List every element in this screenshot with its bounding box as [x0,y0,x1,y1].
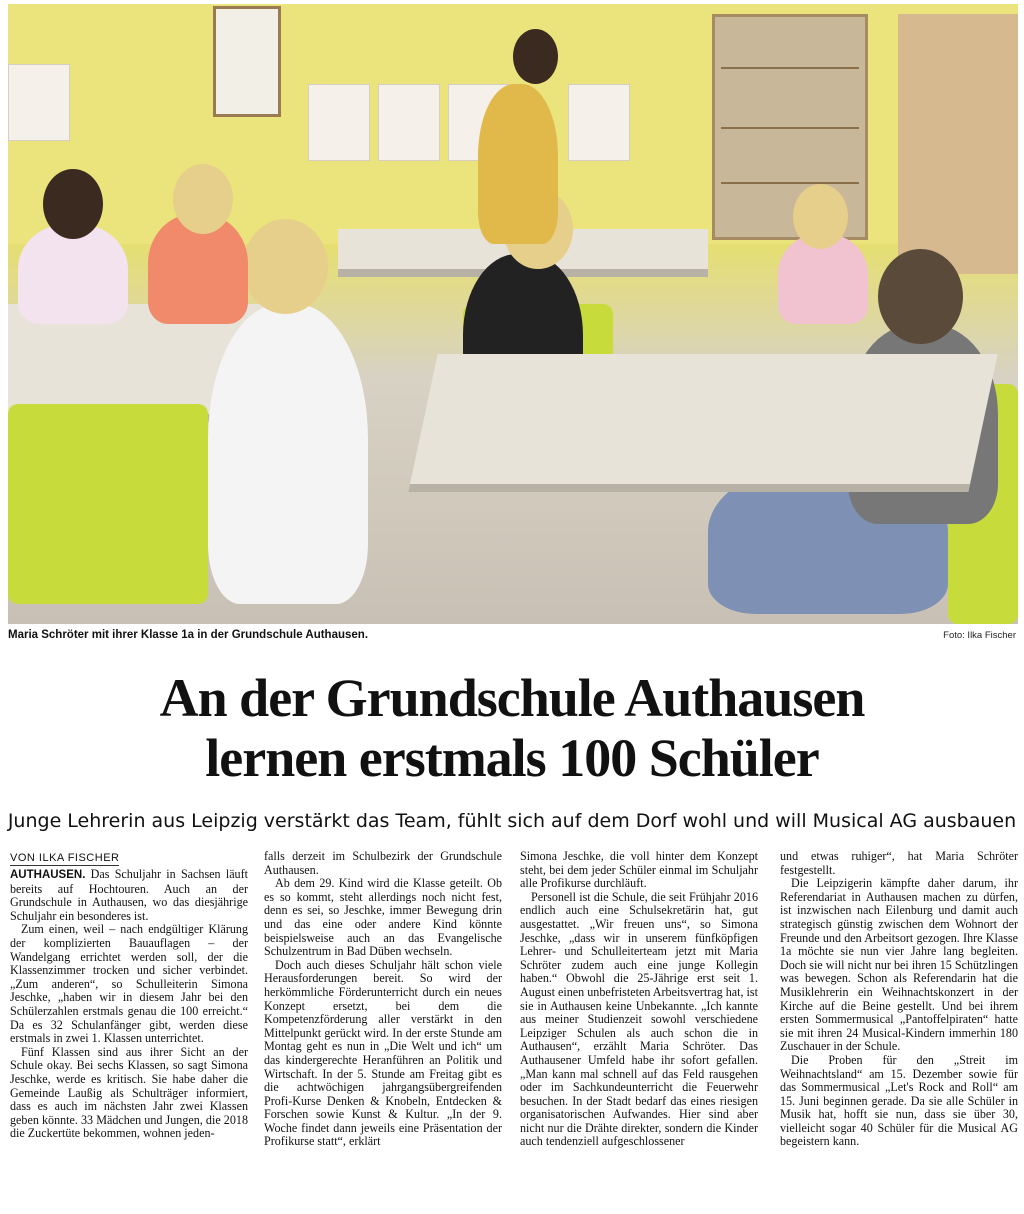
child-head [173,164,233,234]
subheadline: Junge Lehrerin aus Leipzig verstärkt das Team, fühlt sich auf dem Dorf wohl und will Musical AG ausbauen [7,810,1017,832]
paragraph: Die Leipzigerin kämpfte daher darum, ihr Referendariat in Authausen machen zu dürfen, ist inzwischen nach Eilenburg und damit auch strategisch günstig zwischen dem Wohnort der Freunde und den Arbeitsort gezogen. Ihre Klasse 1a möchte sie nun vier Jahre lang begleiten. Doch sie will nicht nur bei ihren 15 Schützlingen was bewegen. Schon als Referendarin hat die Musiklehrerin ein Weihnachtskonzert in der Kirche auf die Beine gestellt. Und bei ihrem ersten Sommermusical „Pantoffelpiraten“ hatte sie mit ihren 24 Musical-Kindern immerhin 180 Zuschauer in der Schule. [780,876,1018,1054]
wall-drawing [568,84,630,161]
photo-credit: Foto: Ilka Fischer [943,630,1016,641]
wall-drawing [308,84,370,161]
paragraph: und etwas ruhiger“, hat Maria Schröter festgestellt. [780,850,1018,877]
paragraph: AUTHAUSEN. Das Schuljahr in Sachsen läuft bereits auf Hochtouren. Auch an der Grundschule in Authausen, wo das diesjährige Schuljahr ein besonderes ist. [10,868,248,923]
article-column-3 [520,850,758,1190]
wall-board [213,6,281,117]
cabinet [898,14,1018,274]
article-column-4 [780,850,1018,1190]
desk [408,354,997,492]
headline-line-1: An der Grundschule Authausen [159,668,865,728]
wall-drawing [378,84,440,161]
byline: VON ILKA FISCHER [10,852,120,864]
paragraph: Personell ist die Schule, die seit Frühjahr 2016 endlich auch eine Schulsekretärin hat, gut ausgestattet. „Wir freuen uns“, so Simona Jeschke, „dass wir in unserem fünfköpfigen Lehrer- und Schulleiterteam jetzt mit Maria Schröter zudem auch eine junge Kollegin haben.“ Obwohl die 25-Jährige erst seit 1. August einen unbefristeten Arbeitsvertrag hat, ist sie in Authausen keine Unbekannte. „Ich kannte aus meiner Studienzeit sowohl verschiedene Leipziger Schulen als auch schon die in Authausen“, erzählt Maria Schröter. Das Authausener Umfeld habe ihr sofort gefallen. „Man kann mal schnell auf das Feld rausgehen oder im Sachkundeunterricht die Feuerwehr besuchen. In der Stadt bedarf das eines riesigen organisatorischen Aufwandes. Hier sind aber nicht nur die Drähte direkter, sondern die Kinder auch tendenziell aufgeschlossener [520,889,758,1149]
teacher-head [513,29,558,84]
paragraph: Ab dem 29. Kind wird die Klasse geteilt. Ob es so kommt, steht allerdings noch nicht fest, denn es sei, so Jeschke, immer Bewegung drin und das eine oder andere Kind könnte beispielsweise auch an das Evangelische Schulzentrum in Bad Düben wechseln. [264,876,502,959]
dateline: AUTHAUSEN. [10,869,86,881]
headline [0,668,1024,788]
article-column-2 [264,850,502,1190]
headline-line-2: lernen erstmals 100 Schüler [205,728,819,788]
teacher-figure [478,84,558,244]
wall-drawing [8,64,70,141]
paragraph: falls derzeit im Schulbezirk der Grundschule Authausen. [264,850,502,877]
child-figure [18,224,128,324]
child-head [243,219,328,314]
child-head [43,169,103,239]
child-head [793,184,848,249]
child-head [878,249,963,344]
child-figure [208,304,368,604]
article-column-1 [10,868,248,1208]
paragraph: Simona Jeschke, die voll hinter dem Konzept steht, bei dem jeder Schüler einmal im Schuljahr alle Profikurse durchläuft. [520,850,758,891]
article-photo [8,4,1018,624]
paragraph: Zum einen, weil – nach endgültiger Klärung der komplizierten Bauauflagen – der Wandelgang errichtet werden soll, der die Klassenzimmer trocken und sicher verbindet. „Zum anderen“, so Schulleiterin Simona Jeschke, „haben wir in diesem Jahr bei den Schülerzahlen erstmals genau die 100 erreicht.“ Da es 32 Schulanfänger gibt, werden diese erstmals in zwei 1. Klassen unterrichtet. [10,922,248,1046]
photo-caption: Maria Schröter mit ihrer Klasse 1a in der Grundschule Authausen. [8,629,369,641]
paragraph: Die Proben für den „Streit im Weihnachtsland“ am 15. Dezember sowie für das Sommermusical „Let's Rock and Roll“ am 15. Juni beginnen gerade. Da sie alle Schüler in Musik hat, hofft sie nun, dass sie über 30, vielleicht sogar 40 Schüler für die Musical AG begeistern kann. [780,1052,1018,1149]
paragraph: Doch auch dieses Schuljahr hält schon viele Herausforderungen bereit. So wird der herkömmliche Förderunterricht durch ein neues Konzept ersetzt, bei dem die Kompetenzförderung aller verstärkt in den Mittelpunkt gerückt wird. In der erste Stunde am Montag geht es nun in „Die Welt und ich“ um das kindergerechte Heranführen an Politik und Wirtschaft. In der 5. Stunde am Freitag gibt es die achtwöchigen jahrgangsübergreifenden Profi-Kurse Denken & Knobeln, Entdecken & Forschen sowie Kunst & Kultur. „In der 9. Woche findet dann jeweils eine Präsentation der Profikurse statt“, erklärt [264,957,502,1149]
paragraph: Fünf Klassen sind aus ihrer Sicht an der Schule okay. Bei sechs Klassen, so sagt Simona Jeschke, werde es kritisch. Sie habe daher die Gemeinde Laußig als Schulträger informiert, dass es auch im nächsten Jahr zwei Klassen geben könnte. 33 Mädchen und Jungen, die 2018 die Zuckertüte bekommen, wohnen jeden- [10,1044,248,1141]
chair [8,404,208,604]
